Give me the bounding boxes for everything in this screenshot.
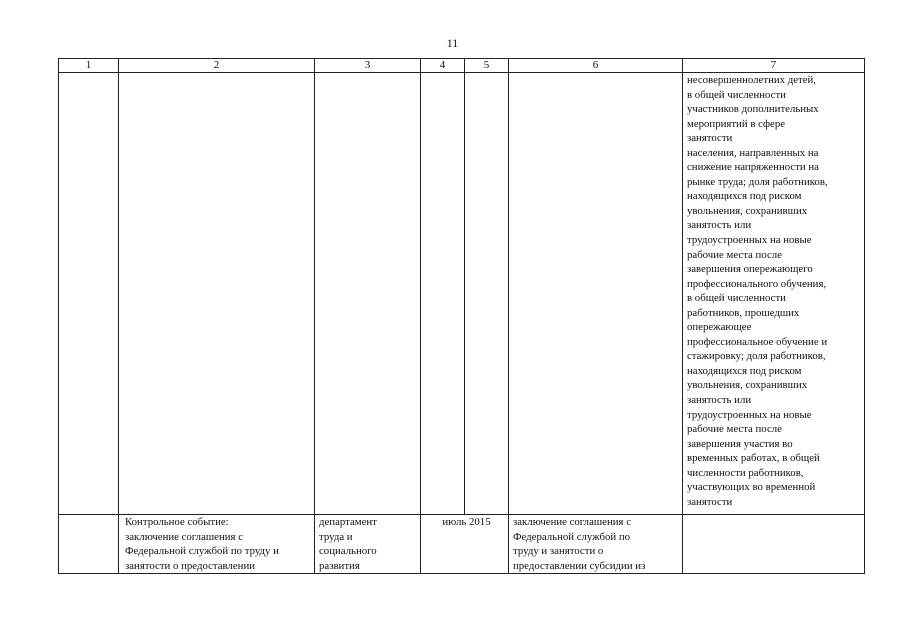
text-line: труда и: [319, 530, 353, 543]
text-line: снижение напряженности на: [687, 161, 819, 174]
cell-col-6-result: [509, 515, 683, 574]
text-line: занятость или: [687, 219, 752, 232]
cell-col-2-event-name: [119, 515, 315, 574]
text-line: рабочие места после: [687, 248, 782, 261]
cell-col-1: [59, 73, 119, 515]
text-line: несовершеннолетних детей,: [687, 74, 816, 86]
text-line: развития: [319, 559, 360, 572]
text-line: департамент: [319, 516, 377, 528]
text-line: находящихся под риском: [687, 190, 802, 203]
cell-col-3: [315, 73, 421, 515]
header-col-3: 3: [315, 59, 421, 73]
text-line: завершения участия во: [687, 437, 793, 450]
text-line: рынке труда; доля работников,: [687, 175, 828, 188]
text-line: мероприятий в сфере: [687, 117, 786, 130]
text-line: увольнения, сохранивших: [687, 379, 808, 392]
text-line: в общей численности: [687, 292, 786, 305]
cell-col-3-responsible: [315, 515, 421, 574]
cell-col-7-indicators: [683, 73, 865, 515]
text-line: увольнения, сохранивших: [687, 204, 808, 217]
text-line: в общей численности: [687, 88, 786, 101]
document-table: [58, 58, 865, 574]
text-line: участвующих во временной: [687, 481, 816, 494]
text-line: Федеральной службой по: [513, 530, 631, 543]
text-line: занятости: [687, 132, 733, 145]
header-col-1: 1: [59, 59, 119, 73]
text-line: находящихся под риском: [687, 364, 802, 377]
text-line: трудоустроенных на новые: [687, 408, 812, 421]
header-col-2: 2: [119, 59, 315, 73]
text-line: Федеральной службой по труду и: [125, 545, 279, 558]
text-line: рабочие места после: [687, 423, 782, 436]
text-line: заключение соглашения с: [125, 530, 243, 543]
text-line: профессионального обучения,: [687, 277, 827, 290]
header-col-6: 6: [509, 59, 683, 73]
text-line: завершения опережающего: [687, 263, 813, 276]
table-header-row: [59, 59, 865, 73]
text-line: занятость или: [687, 394, 752, 407]
cell-col-6: [509, 73, 683, 515]
text-line: работников, прошедших: [687, 306, 800, 319]
text-line: трудоустроенных на новые: [687, 234, 812, 247]
cell-col-5: [465, 73, 509, 515]
text-line: предоставлении субсидии из: [513, 559, 646, 572]
text-line: численности работников,: [687, 466, 804, 479]
text-line: временных работах, в общей: [687, 452, 820, 465]
text-line: социального: [319, 545, 377, 558]
table-row-control-event: [59, 515, 865, 574]
header-col-7: 7: [683, 59, 865, 73]
cell-col-4-5-date: июль 2015: [421, 515, 509, 574]
cell-col-2: [119, 73, 315, 515]
text-line: профессиональное обучение и: [687, 335, 828, 348]
text-line: опережающее: [687, 321, 752, 334]
header-col-5: 5: [465, 59, 509, 73]
page-number: 11: [446, 36, 459, 50]
text-line: стажировку; доля работников,: [687, 350, 826, 363]
table-row-continuation: [59, 73, 865, 515]
cell-col-7: [683, 515, 865, 574]
header-col-4: 4: [421, 59, 465, 73]
cell-col-4: [421, 73, 465, 515]
text-line: занятости: [687, 495, 733, 508]
text-line: населения, направленных на: [687, 146, 819, 159]
text-line: участников дополнительных: [687, 103, 819, 116]
text-line: труду и занятости о: [513, 545, 604, 558]
text-line: Контрольное событие:: [125, 516, 229, 528]
cell-col-1: [59, 515, 119, 574]
text-line: заключение соглашения с: [513, 516, 631, 528]
text-line: занятости о предоставлении: [125, 559, 256, 572]
